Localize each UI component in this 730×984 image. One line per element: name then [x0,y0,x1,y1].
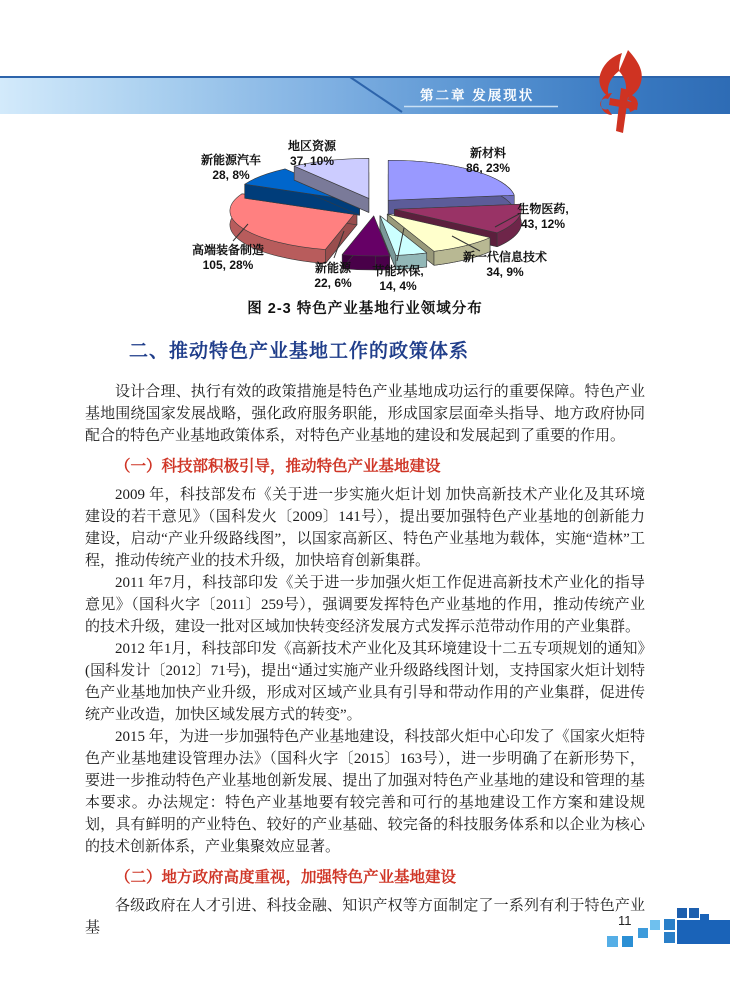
subsection-heading-1: （一）科技部积极引导，推动特色产业基地建设 [115,458,441,475]
pie-slice-label: 新能源汽车 28, 8% [200,153,262,182]
paragraph-intro: 设计合理、执行有效的政策措施是特色产业基地成功运行的重要保障。特色产业基地围绕国家发展战略，强化政府服务职能，形成国家层面牵头指导、地方政府协同配合的特色产业基地政策体系，对特色产业基地的建设和发展起到了重要的作用。 [85,384,645,444]
page-number: 11 [618,913,632,928]
pie-chart [0,132,730,304]
pie-slice-label: 生物医药, 43, 12% [517,202,569,231]
chapter-header-label: 第二章 发展现状 [420,88,535,103]
pie-slice-label: 节能环保, 14, 4% [372,264,424,293]
paragraph-2011: 2011 年7月，科技部印发《关于进一步加强火炬工作促进高新技术产业化的指导意见》（国科火字〔2011〕259号），强调要发挥特色产业基地的作用，推动传统产业的技术升级，建设一批对区域加快转变经济发展方式发挥示范带动作用的产业集群。 [85,575,645,635]
pie-slice-label: 高端装备制造 105, 28% [191,243,265,272]
pie-slice-label: 新能源 22, 6% [314,261,352,290]
page-footer [0,905,730,955]
pie-slice-label: 新一代信息技术 34, 9% [462,250,548,279]
industry-distribution-chart [0,132,730,304]
document-body [85,340,645,939]
section-heading: 二、推动特色产业基地工作的政策体系 [129,341,470,362]
torch-logo-icon [592,50,646,134]
pie-slice-label: 新材料 86, 23% [465,146,511,175]
paragraph-2012: 2012 年1月，科技部印发《高新技术产业化及其环境建设十二五专项规划的通知》(国科发计〔2012〕71号)，提出“通过实施产业升级路线图计划，支持国家火炬计划特色产业基地加快产业升级，形成对区域产业具有引导和带动作用的产业集群，促进传统产业改造，加快区域发展方式的转变”。 [85,641,645,723]
paragraph-2015: 2015 年，为进一步加强特色产业基地建设，科技部火炬中心印发了《国家火炬特色产业基地建设管理办法》（国科火字〔2015〕163号），进一步明确了在新形势下，要进一步推动特色产业基地创新发展、提出了加强对特色产业基地的建设和管理的基本要求。办法规定：特色产业基地要有较完善和可行的基地建设工作方案和建设规划，具有鲜明的产业特色、较好的产业基础、较完备的科技服务体系和以企业为核心的技术创新体系，产业集聚效应显著。 [85,729,645,855]
paragraph-2009: 2009 年，科技部发布《关于进一步实施火炬计划 加快高新技术产业化及其环境建设的若干意见》（国科发火〔2009〕141号），提出要加强特色产业基地的创新能力建设，启动“产业升级路线图”，以国家高新区、特色产业基地为载体，实施“造林”工程，推动传统产业的技术升级，加快培育创新集群。 [85,487,645,569]
subsection-heading-2: （二）地方政府高度重视，加强特色产业基地建设 [115,869,457,886]
chart-caption: 图 2-3 特色产业基地行业领域分布 [247,301,483,317]
paragraph-local-gov: 各级政府在人才引进、科技金融、知识产权等方面制定了一系列有利于特色产业基 [85,898,645,936]
pie-slice-label: 地区资源 37, 10% [287,139,337,168]
